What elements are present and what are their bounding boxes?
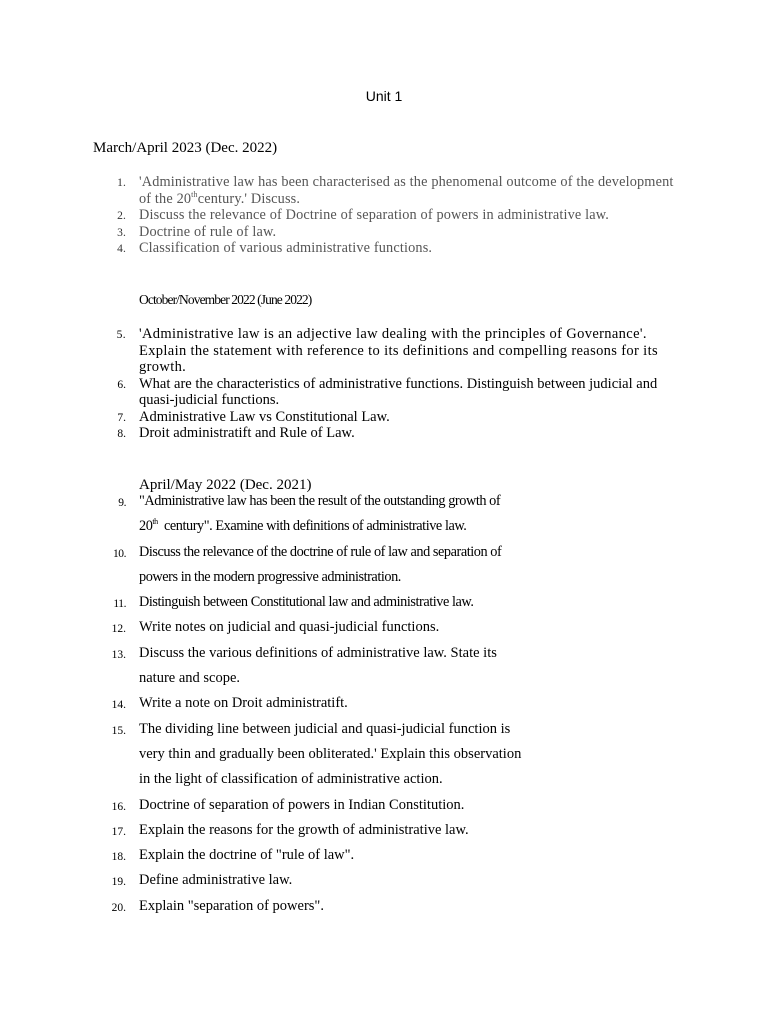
- page-title: Unit 1: [365, 88, 403, 104]
- question-list-march-april-2023: [100, 174, 680, 257]
- question-text-line: powers in the modern progressive administration.: [139, 568, 401, 585]
- section-heading-march-april-2023: March/April 2023 (Dec. 2022): [93, 140, 278, 156]
- question-list-oct-nov-2022: [100, 326, 680, 442]
- question-list-april-may-2022: [100, 489, 680, 919]
- question-item: [100, 590, 680, 615]
- question-number: 20.: [111, 901, 126, 914]
- question-text: Administrative Law vs Constitutional Law.: [139, 408, 390, 425]
- question-number: 2.: [117, 210, 126, 222]
- question-text-line: The dividing line between judicial and quasi-judicial function is: [139, 720, 511, 737]
- question-text: Classification of various administrative functions.: [139, 240, 433, 256]
- question-item: [100, 240, 680, 257]
- question-text: Doctrine of rule of law.: [139, 223, 277, 240]
- question-text-line: Discuss the relevance of the doctrine of rule of law and separation of: [139, 543, 502, 560]
- section-heading-oct-nov-2022: October/November 2022 (June 2022): [139, 292, 312, 307]
- question-text: Distinguish between Constitutional law and administrative law.: [139, 594, 474, 611]
- question-number: 9.: [118, 497, 126, 509]
- question-number: 15.: [111, 724, 126, 737]
- question-item: [100, 409, 680, 426]
- question-text: Explain the reasons for the growth of administrative law.: [139, 821, 469, 838]
- question-number: 10.: [112, 547, 126, 560]
- question-number: 19.: [111, 876, 126, 889]
- question-text: Explain "separation of powers".: [139, 897, 324, 914]
- question-text: 'Administrative law has been characterised as the phenomenal outcome of the development of the 20: [139, 174, 674, 207]
- question-text-line: very thin and gradually been obliterated.' Explain this observation: [139, 745, 522, 762]
- question-number: 13.: [111, 648, 126, 661]
- superscript: th: [191, 189, 198, 199]
- section-heading-april-may-2022: April/May 2022 (Dec. 2021): [139, 477, 312, 493]
- question-text-line: Discuss the various definitions of administrative law. State its: [139, 644, 497, 661]
- question-text: 20: [139, 518, 153, 535]
- question-item: [100, 691, 680, 716]
- question-text: Write notes on judicial and quasi-judicial functions.: [139, 619, 440, 636]
- question-text-line: "Administrative law has been the result of the outstanding growth of: [139, 493, 501, 509]
- question-number: 5.: [116, 329, 126, 341]
- question-item: [100, 326, 680, 376]
- question-number: 1.: [117, 177, 126, 189]
- question-number: 16.: [111, 800, 126, 813]
- question-text: Explain the doctrine of "rule of law".: [139, 847, 355, 864]
- question-number: 18.: [111, 851, 126, 864]
- question-number: 4.: [117, 243, 126, 255]
- question-item: [100, 376, 680, 409]
- question-item: [100, 894, 680, 919]
- question-item: [100, 843, 680, 868]
- question-item: [100, 793, 680, 818]
- question-text: Discuss the relevance of Doctrine of separation of powers in administrative law.: [139, 207, 610, 223]
- question-item: [100, 207, 680, 224]
- question-text: 'Administrative law is an adjective law dealing with the principles of Governance'. Explain the statement with reference to its definitions and compelling reasons for its growth.: [139, 326, 658, 375]
- question-text: Doctrine of separation of powers in Indian Constitution.: [139, 796, 465, 813]
- question-text-line: nature and scope.: [139, 670, 241, 687]
- question-item: [100, 489, 680, 540]
- question-number: 12.: [111, 623, 126, 636]
- question-number: 17.: [111, 825, 126, 838]
- question-item: [100, 540, 680, 591]
- question-item: [100, 224, 680, 241]
- question-number: 6.: [117, 378, 126, 391]
- question-item: [100, 615, 680, 640]
- question-text-line: in the light of classification of administrative action.: [139, 771, 443, 788]
- question-text: Define administrative law.: [139, 872, 293, 889]
- question-text: What are the characteristics of administrative functions. Distinguish between judicial and quasi-judicial functions.: [139, 375, 658, 408]
- question-number: 3.: [117, 226, 126, 239]
- superscript: th: [152, 517, 158, 527]
- question-text-cont: century.' Discuss.: [197, 190, 301, 207]
- question-number: 14.: [111, 699, 126, 712]
- question-number: 7.: [117, 411, 126, 424]
- question-number: 11.: [113, 598, 126, 611]
- question-item: [100, 868, 680, 893]
- question-item: [100, 641, 680, 692]
- question-item: [100, 174, 680, 207]
- question-text: Write a note on Droit administratift.: [139, 695, 348, 712]
- question-item: [100, 818, 680, 843]
- question-text: Droit administratift and Rule of Law.: [139, 425, 355, 441]
- question-item: [100, 717, 680, 793]
- question-item: [100, 425, 680, 442]
- question-number: 8.: [117, 428, 126, 440]
- question-text-cont: century". Examine with definitions of administrative law.: [157, 518, 467, 535]
